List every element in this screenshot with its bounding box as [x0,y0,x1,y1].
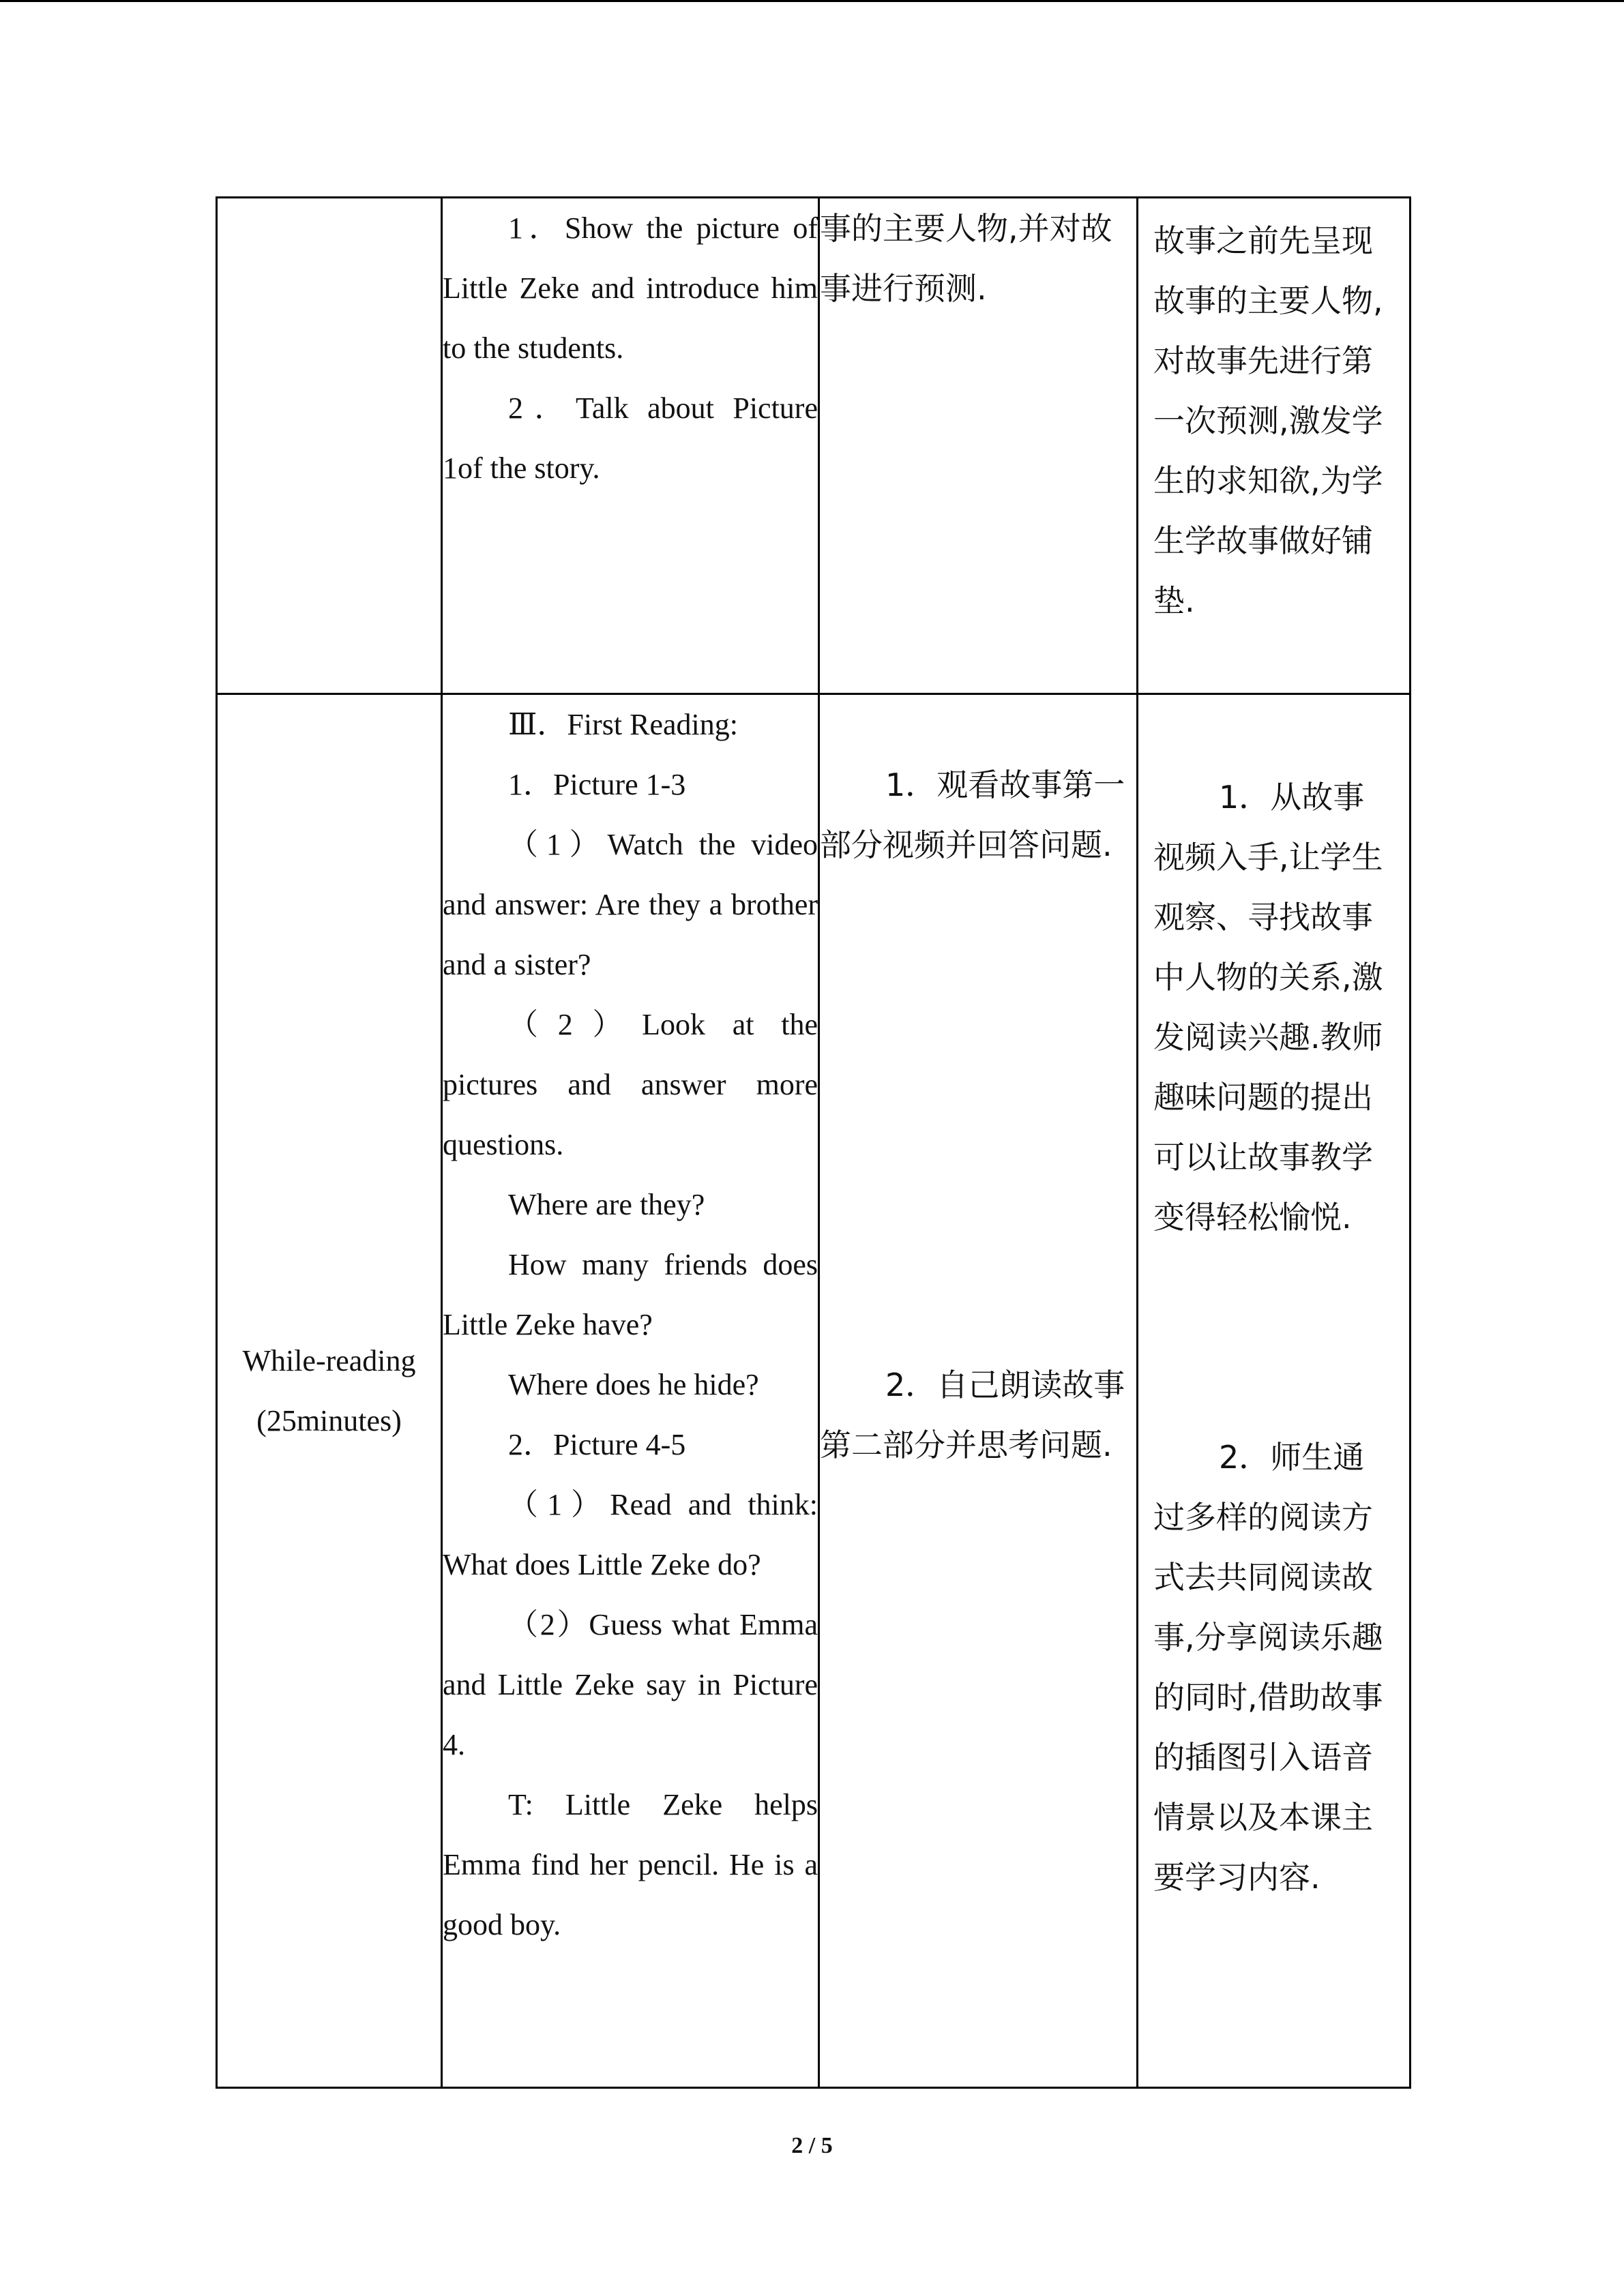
table-row [217,694,1411,2088]
student-activity-text: 2．自己朗读故事第二部分并思考问题. [820,1367,1125,1463]
procedure-step: （1）Watch the video and answer: Are they a brother and a sister? [443,828,818,981]
procedure-step: 2．Picture 4-5 [508,1428,686,1461]
procedure-step: 1．Show the picture of Little Zeke and introduce him to the students. [443,211,818,365]
procedure-step: 2．Talk about Picture 1of the story. [443,391,818,485]
lesson-plan-table [216,196,1411,2089]
procedure-step: （2）Look at the pictures and answer more questions. [443,1008,818,1161]
stage-cell [217,694,442,2088]
design-intent-text: 故事之前先呈现故事的主要人物,对故事先进行第一次预测,激发学生的求知欲,为学生学故事做好铺垫. [1153,222,1383,619]
spacer [820,695,1136,755]
spacer [1153,1247,1389,1427]
spacer [820,875,1136,1355]
page-top-rule [0,0,1624,2]
stage-duration: (25minutes) [256,1403,402,1437]
student-activity-text: 1．观看故事第一部分视频并回答问题. [820,766,1125,863]
procedure-cell [442,198,819,694]
procedure-step: （2）Guess what Emma and Little Zeke say in Picture 4. [443,1608,818,1761]
procedure-step: 1．Picture 1-3 [508,768,686,801]
procedure-question: How many friends does Little Zeke have? [443,1248,818,1341]
procedure-step: （1）Read and think: What does Little Zeke do? [443,1488,818,1581]
procedure-heading: Ⅲ．First Reading: [508,708,738,741]
procedure-cell [442,694,819,2088]
procedure-teacher-line: T: Little Zeke helps Emma find her pencil. He is a good boy. [443,1788,818,1941]
stage-cell-empty [217,198,442,694]
design-intent-text: 1．从故事视频入手,让学生观察、寻找故事中人物的关系,激发阅读兴趣.教师趣味问题的提出可以让故事教学变得轻松愉悦. [1153,779,1383,1236]
student-activity-cell [819,198,1138,694]
table-row [217,198,1411,694]
procedure-question: Where are they? [508,1188,705,1221]
student-activity-text: 事的主要人物,并对故事进行预测. [820,210,1112,307]
design-intent-cell [1138,694,1411,2088]
procedure-question: Where does he hide? [508,1368,759,1401]
page-number: 2 / 5 [791,2133,833,2158]
spacer [1153,707,1389,767]
design-intent-text: 2．师生通过多样的阅读方式去共同阅读故事,分享阅读乐趣的同时,借助故事的插图引入语音情景以及本课主要学习内容. [1153,1439,1383,1896]
stage-name: While-reading [242,1343,416,1377]
design-intent-cell [1138,198,1411,694]
student-activity-cell [819,694,1138,2088]
